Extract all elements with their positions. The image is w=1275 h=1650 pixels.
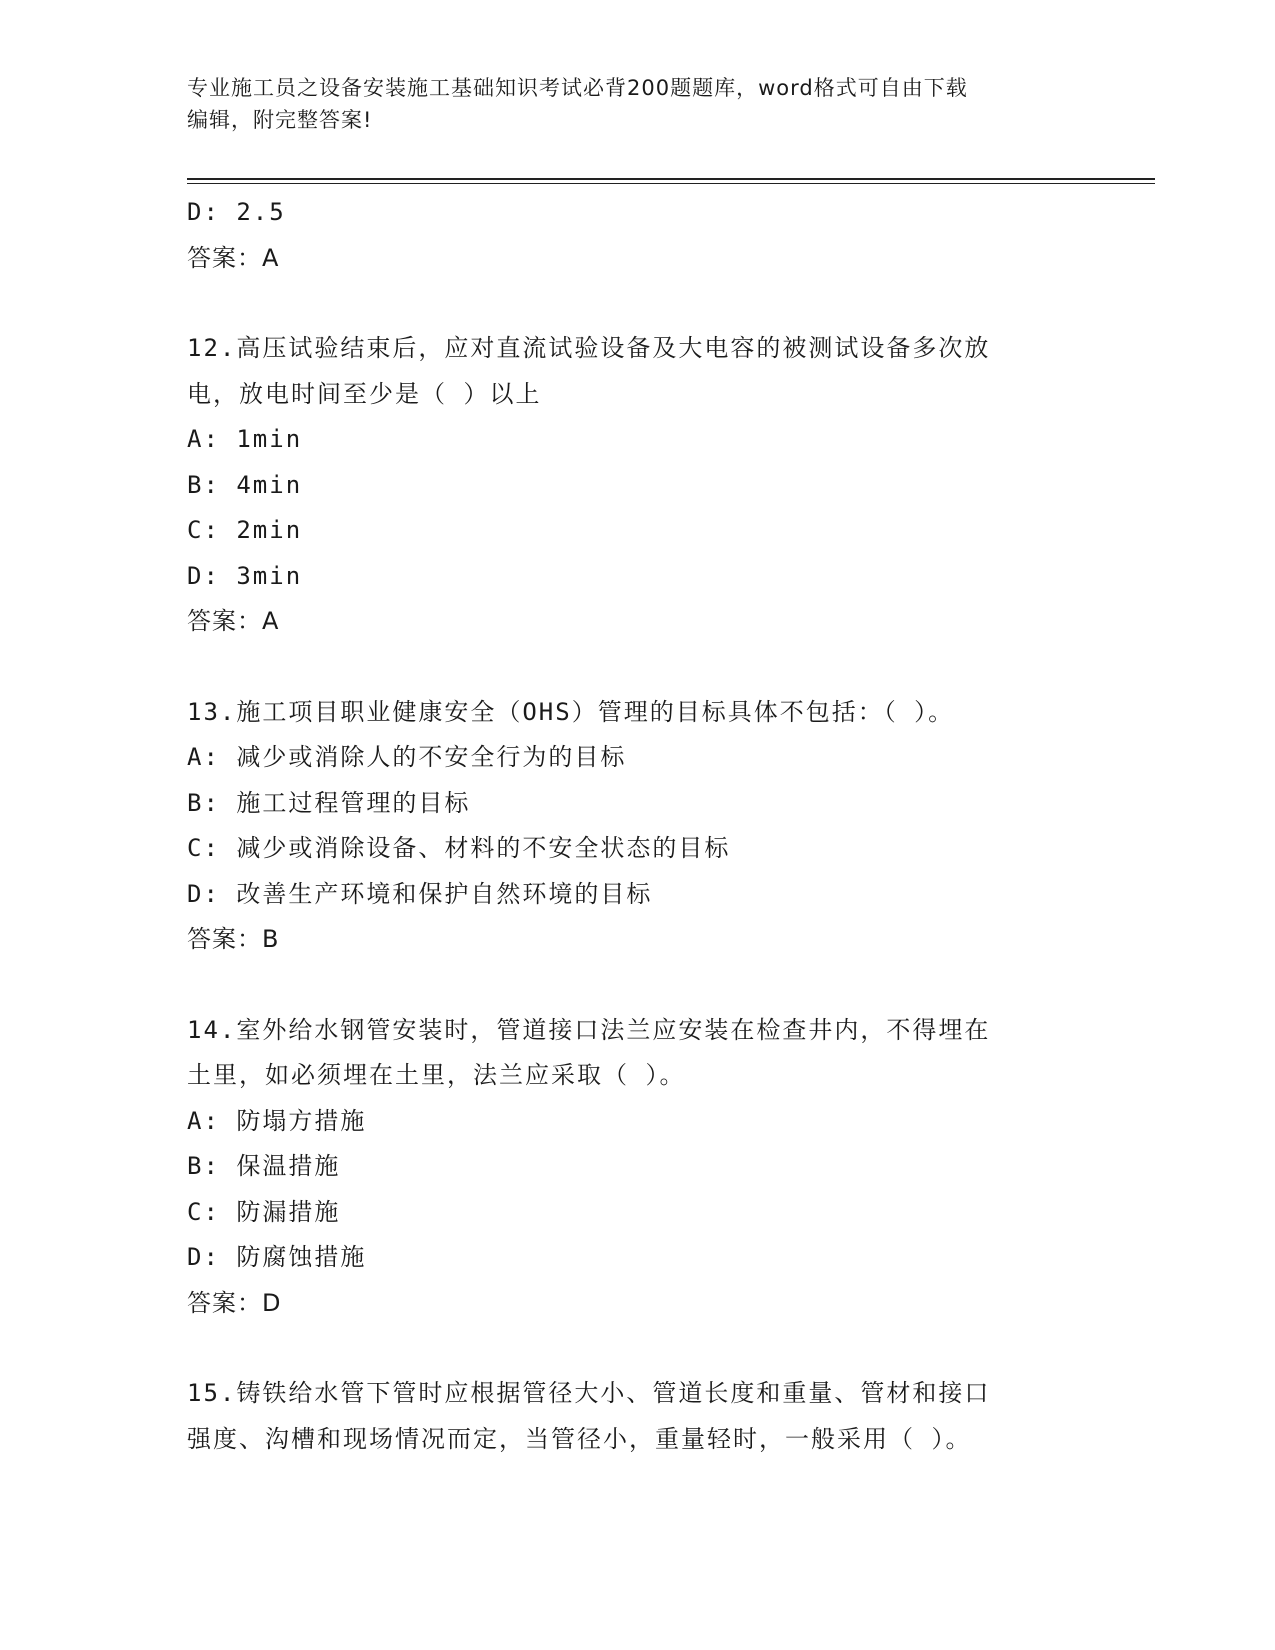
question-12 [187, 326, 1087, 645]
answer-line: 答案：B [187, 925, 280, 953]
header-line-1: 专业施工员之设备安装施工基础知识考试必背200题题库，word格式可自由下载 [187, 76, 968, 100]
option-a: A: 1min [187, 425, 303, 453]
question-stem-continued: 土里，如必须埋在土里，法兰应采取（ ）。 [187, 1061, 686, 1089]
question-content [187, 190, 1087, 1462]
option-a: A: 防塌方措施 [187, 1106, 367, 1135]
question-11-tail [187, 190, 1087, 281]
question-13 [187, 690, 1087, 963]
header-rule-thick [187, 178, 1155, 180]
option-b: B: 保温措施 [187, 1152, 341, 1180]
header-line-2: 编辑，附完整答案! [187, 108, 373, 132]
option-d: D: 2.5 [187, 198, 286, 226]
option-c: C: 防漏措施 [187, 1197, 341, 1226]
option-a: A: 减少或消除人的不安全行为的目标 [187, 743, 627, 771]
option-c: C: 减少或消除设备、材料的不安全状态的目标 [187, 834, 731, 862]
option-d: D: 3min [187, 561, 303, 590]
page-header [187, 72, 1087, 136]
answer-line: 答案：D [187, 1288, 282, 1317]
answer-line: 答案：A [187, 243, 280, 272]
option-b: B: 4min [187, 470, 303, 499]
option-c: C: 2min [187, 516, 303, 544]
header-rule-thin [187, 183, 1155, 184]
question-15 [187, 1371, 1087, 1462]
question-stem: 13.施工项目职业健康安全（OHS）管理的目标具体不包括：（ ）。 [187, 697, 955, 726]
question-stem-continued: 强度、沟槽和现场情况而定，当管径小，重量轻时，一般采用（ ）。 [187, 1424, 972, 1453]
question-stem: 15.铸铁给水管下管时应根据管径大小、管道长度和重量、管材和接口 [187, 1379, 991, 1407]
question-stem-continued: 电，放电时间至少是（ ）以上 [187, 379, 542, 408]
option-d: D: 改善生产环境和保护自然环境的目标 [187, 879, 653, 908]
option-d: D: 防腐蚀措施 [187, 1243, 367, 1271]
question-stem: 12.高压试验结束后，应对直流试验设备及大电容的被测试设备多次放 [187, 334, 991, 362]
answer-line: 答案：A [187, 607, 280, 635]
question-stem: 14.室外给水钢管安装时，管道接口法兰应安装在检查井内，不得埋在 [187, 1015, 991, 1044]
question-14 [187, 1008, 1087, 1327]
option-b: B: 施工过程管理的目标 [187, 788, 471, 817]
